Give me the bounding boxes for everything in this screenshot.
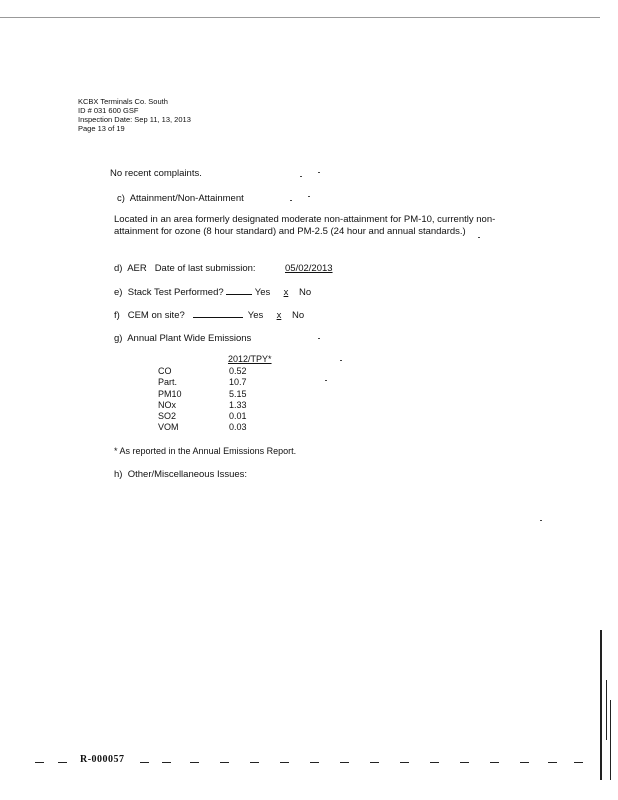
scan-speck xyxy=(540,520,542,521)
section-e-no: No xyxy=(298,287,312,298)
pollutant-cell: NOx xyxy=(158,399,176,410)
header-facility: KCBX Terminals Co. South xyxy=(78,97,168,106)
section-e-question: Stack Test Performed? xyxy=(127,287,224,298)
scan-speck xyxy=(308,196,310,197)
header-page-info: Page 13 of 19 xyxy=(78,124,125,133)
pollutant-cell: Part. xyxy=(158,377,178,388)
value-cell: 0.03 xyxy=(229,422,247,433)
section-d-row xyxy=(114,263,256,274)
value-cell: 5.15 xyxy=(229,388,247,399)
value-cell: 0.52 xyxy=(229,366,247,376)
table-row xyxy=(158,400,247,411)
section-h-title: Other/Miscellaneous Issues: xyxy=(127,469,248,480)
scan-speck xyxy=(340,360,342,361)
section-h-heading xyxy=(114,469,247,480)
section-f-yes-blank xyxy=(193,309,243,318)
dash-mark xyxy=(140,762,149,763)
section-g-heading xyxy=(114,333,251,344)
section-e-yes-blank xyxy=(226,286,252,295)
scan-speck xyxy=(478,237,480,238)
section-g-label: g) xyxy=(114,333,123,344)
section-e-yes: Yes xyxy=(254,287,271,298)
section-c-label: c) xyxy=(117,193,125,204)
complaints-text: No recent complaints. xyxy=(110,168,202,179)
dash-mark xyxy=(400,762,409,763)
dash-mark xyxy=(280,762,289,763)
section-h-label: h) xyxy=(114,469,123,480)
table-row xyxy=(158,389,247,400)
section-e-label: e) xyxy=(114,287,123,298)
emissions-table xyxy=(158,366,247,434)
scan-edge-right-2 xyxy=(606,680,607,740)
dash-mark xyxy=(430,762,439,763)
header-id: ID # 031 600 GSF xyxy=(78,106,139,115)
dash-mark xyxy=(250,762,259,763)
section-e-row xyxy=(114,286,311,298)
table-row xyxy=(158,422,247,433)
emissions-footnote: * As reported in the Annual Emissions Report. xyxy=(114,446,297,456)
section-g-title: Annual Plant Wide Emissions xyxy=(127,333,252,344)
dash-mark xyxy=(460,762,469,763)
scan-speck xyxy=(300,176,302,177)
dash-mark xyxy=(548,762,557,763)
table-row xyxy=(158,366,247,377)
dash-mark xyxy=(574,762,583,763)
section-d-date-label: Date of last submission: xyxy=(154,263,256,274)
dash-mark xyxy=(190,762,199,763)
section-d-date-value: 05/02/2013 xyxy=(285,263,333,274)
section-f-no: No xyxy=(291,310,305,321)
table-row xyxy=(158,377,247,388)
bates-number: R-000057 xyxy=(80,754,125,765)
scan-speck xyxy=(290,200,292,201)
section-d-label: d) xyxy=(114,263,123,274)
dash-mark xyxy=(220,762,229,763)
dash-mark xyxy=(490,762,499,763)
scan-speck xyxy=(325,380,327,381)
scan-edge-top xyxy=(0,17,600,18)
section-c-heading xyxy=(117,193,244,204)
table-row xyxy=(158,411,247,422)
value-cell: 1.33 xyxy=(229,399,247,410)
section-e-mark: x xyxy=(283,287,289,298)
dash-mark xyxy=(58,762,67,763)
header-inspection-date: Inspection Date: Sep 11, 13, 2013 xyxy=(78,115,191,124)
section-f-row xyxy=(114,309,304,321)
scan-speck xyxy=(318,338,320,339)
section-c-paragraph: Located in an area formerly designated moderate non-attainment for PM-10, currently non-attainment for ozone (8 hour standard) and PM-2.5 (24 hour and annual standards.) xyxy=(114,214,496,237)
dash-mark xyxy=(520,762,529,763)
emissions-column-header: 2012/TPY* xyxy=(228,354,272,364)
scan-speck xyxy=(318,172,320,173)
value-cell: 10.7 xyxy=(229,377,247,388)
dash-mark xyxy=(370,762,379,763)
scan-edge-right-3 xyxy=(610,700,611,780)
dash-mark xyxy=(35,762,44,763)
section-f-question: CEM on site? xyxy=(127,310,185,321)
dash-mark xyxy=(340,762,349,763)
value-cell: 0.01 xyxy=(229,411,247,422)
section-c-title: Attainment/Non-Attainment xyxy=(129,193,244,204)
section-d-title: AER xyxy=(127,263,147,274)
dash-mark xyxy=(310,762,319,763)
dash-mark xyxy=(162,762,171,763)
pollutant-cell: SO2 xyxy=(158,411,177,422)
section-f-mark: x xyxy=(276,310,282,321)
section-f-label: f) xyxy=(114,310,120,321)
pollutant-cell: VOM xyxy=(158,422,179,433)
scan-edge-right xyxy=(600,630,602,780)
pollutant-cell: PM10 xyxy=(158,388,182,399)
pollutant-cell: CO xyxy=(158,366,172,376)
section-f-yes: Yes xyxy=(247,310,264,321)
